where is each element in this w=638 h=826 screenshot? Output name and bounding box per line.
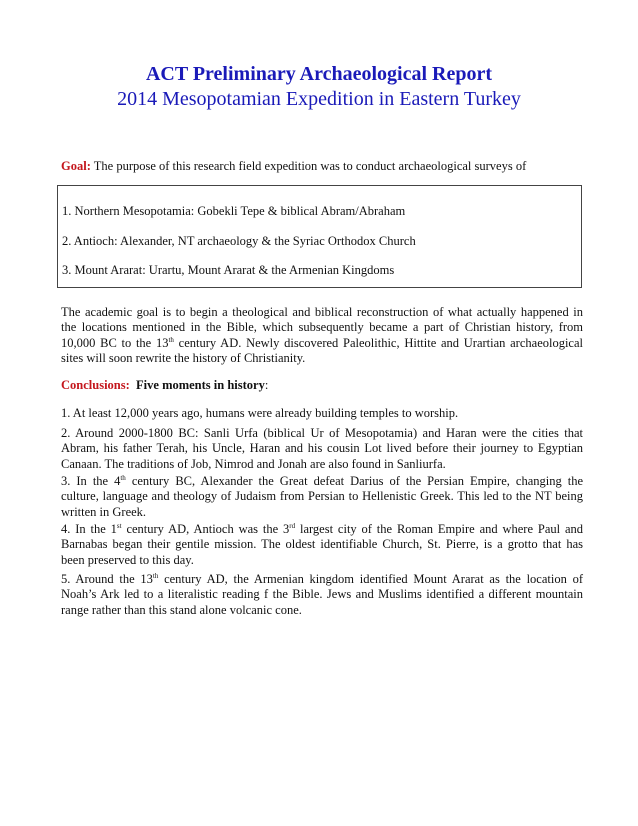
site-item: 3. Mount Ararat: Urartu, Mount Ararat & the Armenian Kingdoms (62, 263, 395, 277)
paragraph-line: been preserved to this day. (61, 552, 194, 567)
site-item: 2. Antioch: Alexander, NT archaeology & the Syriac Orthodox Church (62, 234, 416, 248)
goal-statement (61, 159, 526, 174)
goal-label: Goal: (61, 159, 91, 173)
report-title: ACT Preliminary Archaeological Report (145, 63, 493, 85)
moment-3 (61, 474, 583, 520)
survey-sites-box (57, 185, 582, 288)
report-subtitle: 2014 Mesopotamian Expedition in Eastern Turkey (117, 88, 521, 110)
paragraph-line: 3. In the 4th century BC, Alexander the Great defeat Darius of the Persian Empire, changing the (61, 473, 583, 488)
paragraph-line: Abram, his father Terah, his Uncle, Haran and his cousin Lot lived before their journey to Egyptian (61, 441, 583, 456)
conclusions-heading: Conclusions: Five moments in history: (61, 378, 269, 392)
paragraph-line: 1. At least 12,000 years ago, humans were already building temples to worship. (61, 406, 459, 420)
paragraph-line: 2. Around 2000-1800 BC: Sanli Urfa (biblical Ur of Mesopotamia) and Haran were the cities that (61, 426, 583, 440)
moment-4 (61, 522, 583, 568)
academic-goal-paragraph (61, 305, 583, 366)
moment-5 (61, 572, 583, 618)
paragraph-line: 5. Around the 13th century AD, the Armenian kingdom identified Mount Ararat as the location of (61, 571, 584, 586)
paragraph-line: Barnabas began their gentile mission. The oldest identifiable Church, St. Pierre, is a grotto that has (61, 537, 583, 552)
paragraph-line: The academic goal is to begin a theological and biblical reconstruction of what actually happened in (61, 305, 583, 319)
paragraph-line: the locations mentioned in the Bible, which subsequently became a part of Christian history, from (61, 320, 583, 335)
paragraph-line: sites will soon rewrite the history of Christianity. (61, 350, 306, 365)
paragraph-line: range rather than this stand alone volcanic cone. (61, 602, 302, 617)
moment-2 (61, 426, 583, 472)
paragraph-line: 10,000 BC to the 13th century AD. Newly discovered Paleolithic, Hittite and Urartian archaeological (61, 335, 584, 350)
paragraph-line: culture, language and theology of Judaism from Persian to Hellenistic Greek. This led to the NT being (61, 489, 583, 504)
conclusions-label: Conclusions: (61, 378, 130, 392)
conclusions-title: Five moments in history (136, 378, 265, 392)
paragraph-line: written in Greek. (61, 504, 147, 519)
paragraph-line: Noah’s Ark led to a literalistic reading f the Bible. Jews and Muslims identified a different mountain (61, 587, 583, 602)
moment-1 (61, 406, 583, 421)
paragraph-line: 4. In the 1st century AD, Antioch was the 3rd largest city of the Roman Empire and where Paul and (61, 521, 584, 536)
paragraph-line: Canaan. The traditions of Job, Nimrod and Jonah are also found in Sanliurfa. (61, 456, 446, 471)
site-item: 1. Northern Mesopotamia: Gobekli Tepe & biblical Abram/Abraham (62, 204, 406, 218)
goal-text: The purpose of this research field expedition was to conduct archaeological surveys of (93, 159, 527, 173)
